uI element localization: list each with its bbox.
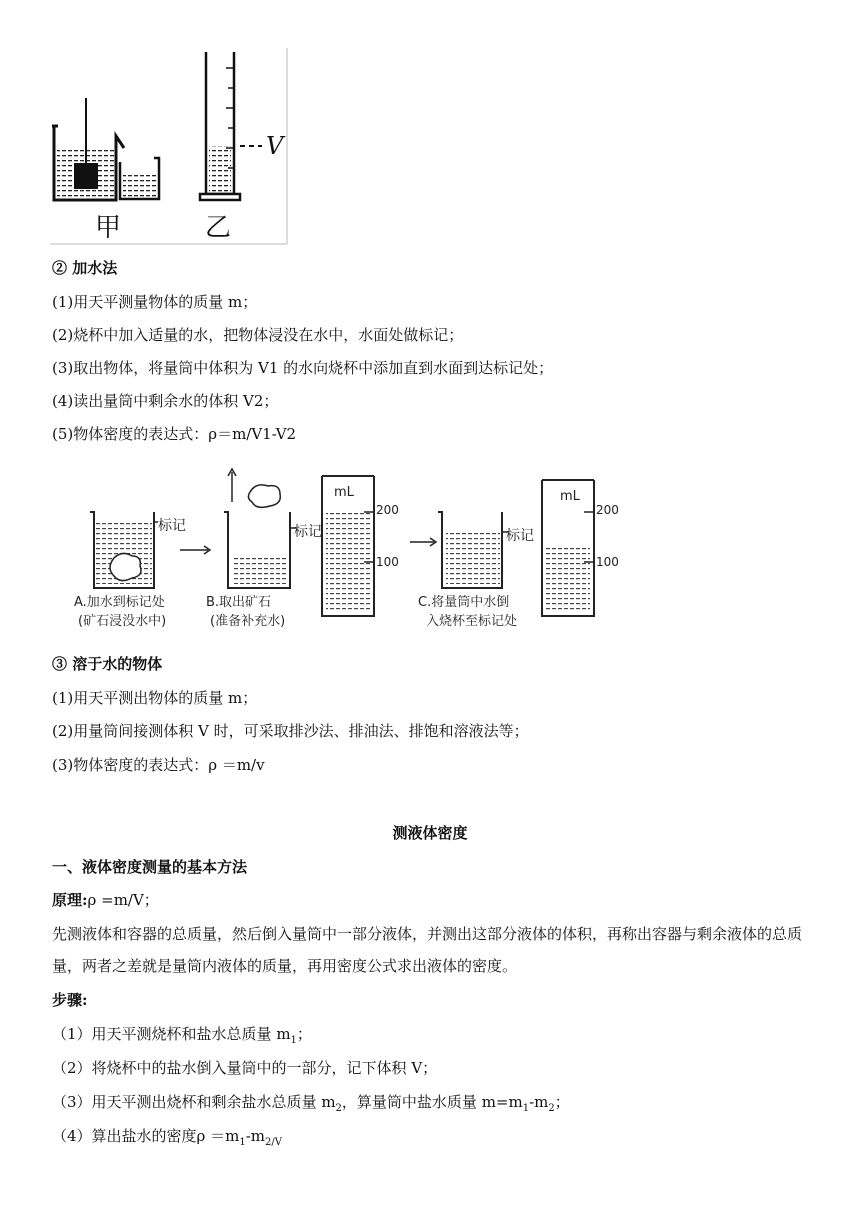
overflow-beaker xyxy=(52,98,124,200)
arrow-to-c xyxy=(410,538,436,546)
add-water-step-2: (2)烧杯中加入适量的水，把物体浸没在水中，水面处做标记； xyxy=(52,326,464,344)
add-water-step-4: (4)读出量筒中剩余水的体积 V2； xyxy=(52,392,279,410)
section-heading-soluble: ③ 溶于水的物体 xyxy=(52,655,163,673)
arrow-a-to-b xyxy=(180,546,210,554)
soluble-step-1: (1)用天平测出物体的质量 m； xyxy=(52,689,258,707)
tick-200-1: 200 xyxy=(376,503,399,517)
section-heading-add-water: ② 加水法 xyxy=(52,259,118,277)
liquid-step-4: （4）算出盐水的密度$\rho =m_1-m_{2/V}$ xyxy=(52,1127,282,1148)
graduated-cylinder-2 xyxy=(542,480,619,616)
liquid-step-2: （2）将烧杯中的盐水倒入量筒中的一部分，记下体积 V； xyxy=(52,1059,438,1077)
caption-yi: 乙 xyxy=(205,213,232,243)
caption-jia: 甲 xyxy=(95,213,122,243)
add-water-procedure-figure xyxy=(72,466,632,644)
caption-b-line2: (准备补充水) xyxy=(210,614,286,629)
liquid-step-3: （3）用天平测出烧杯和剩余盐水总质量 $m_2$，算量筒中盐水质量 $m=m_1-m_2$； xyxy=(52,1093,570,1114)
caption-c-line1: C.将量筒中水倒 xyxy=(418,595,510,610)
caption-b-line1: B.取出矿石 xyxy=(206,595,272,610)
overflow-method-figure xyxy=(50,48,288,246)
ml-label-2: mL xyxy=(560,489,580,504)
add-water-step-1: (1)用天平测量物体的质量 m； xyxy=(52,293,258,311)
method-description: 先测液体和容器的总质量，然后倒入量筒中一部分液体，并测出这部分液体的体积，再称出容器与剩余液体的总质量，两者之差就是量筒内液体的质量，再用密度公式求出液体的密度。 xyxy=(52,925,803,975)
graduated-cylinder-1 xyxy=(322,476,399,616)
principle-formula: ρ =m/V； xyxy=(87,891,159,909)
steps-heading: 步骤: xyxy=(52,991,88,1009)
principle-line xyxy=(52,890,159,910)
tick-100-1: 100 xyxy=(376,555,399,569)
tick-200-2: 200 xyxy=(596,503,619,517)
beaker-c xyxy=(438,512,534,588)
graduated-cylinder xyxy=(200,52,262,200)
beaker-a xyxy=(90,512,186,588)
ml-label-1: mL xyxy=(334,485,354,500)
add-water-step-3: (3)取出物体，将量筒中体积为 V1 的水向烧杯中添加直到水面到达标记处； xyxy=(52,359,554,377)
small-beaker xyxy=(120,158,159,199)
tick-100-2: 100 xyxy=(596,555,619,569)
beaker-b xyxy=(224,469,322,588)
soluble-step-2: (2)用量筒间接测体积 V 时，可采取排沙法、排油法、排饱和溶液法等； xyxy=(52,722,529,740)
liquid-step-1: （1）用天平测烧杯和盐水总质量 $m_1$； xyxy=(52,1025,312,1046)
mark-label-a: 标记 xyxy=(158,518,186,534)
soluble-step-3: (3)物体密度的表达式：ρ ＝m/v xyxy=(52,756,265,774)
liquid-density-title: 测液体密度 xyxy=(392,824,468,842)
caption-c-line2: 入烧杯至标记处 xyxy=(426,614,518,629)
caption-a-line1: A.加水到标记处 xyxy=(74,595,165,610)
mark-label-c: 标记 xyxy=(506,528,534,544)
basic-method-heading: 一、液体密度测量的基本方法 xyxy=(52,858,248,876)
mark-label-b: 标记 xyxy=(294,524,322,540)
add-water-step-5: (5)物体密度的表达式：ρ＝m/V1-V2 xyxy=(52,425,297,443)
principle-label: 原理: xyxy=(52,891,88,909)
caption-a-line2: (矿石浸没水中) xyxy=(78,614,167,629)
volume-label-v: V xyxy=(266,132,284,160)
